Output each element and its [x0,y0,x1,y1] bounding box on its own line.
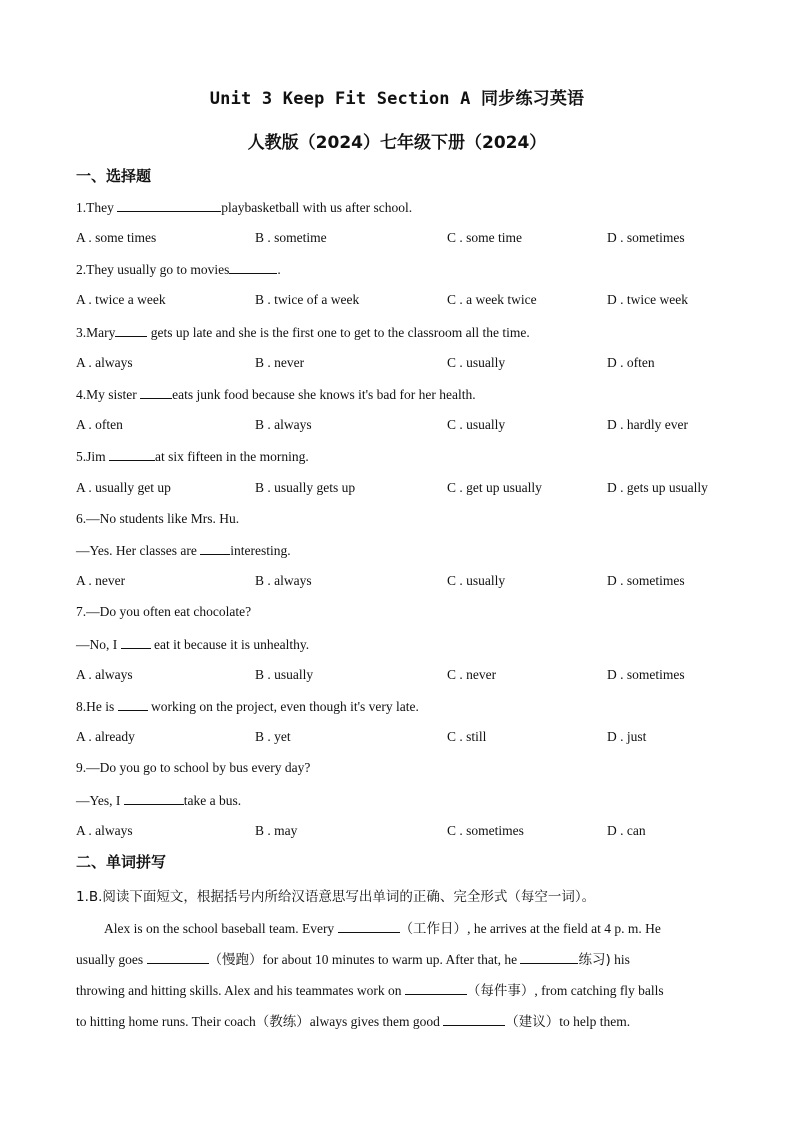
passage-text: , he arrives at the field at 4 p. m. He [467,921,661,936]
question-7-prompt: 7.—Do you often eat chocolate? [76,604,252,619]
option-a: A . some times [76,230,157,245]
chinese-hint: （每件事） [466,983,535,999]
option-d: D . hardly ever [607,417,688,432]
option-b: B . never [255,355,305,370]
option-c: C . a week twice [447,292,537,307]
passage-text: his [610,952,630,967]
option-b: B . always [255,417,312,432]
section-2-instruction: 1.B.阅读下面短文，根据括号内所给汉语意思写出单词的正确、完全形式（每空一词）。 [76,889,596,905]
question-2-stem [76,261,281,278]
option-b: B . usually gets up [255,480,356,495]
answer-blank [124,792,184,805]
question-6-stem [76,542,291,559]
answer-blank [115,324,147,337]
answer-blank [405,982,467,995]
option-a: A . always [76,823,133,838]
option-b: B . twice of a week [255,292,360,307]
passage-text: Alex is on the school baseball team. Every [104,921,338,936]
option-b: B . usually [255,667,314,682]
option-c: C . sometimes [447,823,524,838]
worksheet-subtitle: 人教版（2024）七年级下册（2024） [247,133,547,153]
option-b: B . always [255,573,312,588]
answer-blank [338,920,400,933]
option-a: A . often [76,417,123,432]
option-a: A . already [76,729,135,744]
answer-blank [117,199,221,212]
option-d: D . twice week [607,292,688,307]
option-c: C . some time [447,230,522,245]
passage-text: to help them. [559,1014,631,1029]
chinese-hint: 练习) [578,952,611,968]
option-d: D . often [607,355,655,370]
option-d: D . gets up usually [607,480,708,495]
option-d: D . sometimes [607,667,685,682]
passage-line-1 [104,917,661,937]
stem-text: 3.Mary [76,325,116,340]
option-c: C . still [447,729,487,744]
worksheet-title: Unit 3 Keep Fit Section A 同步练习英语 [209,89,585,109]
option-d: D . can [607,823,646,838]
option-b: B . sometime [255,230,327,245]
stem-text: eat it because it is unhealthy. [150,637,310,652]
stem-text: gets up late and she is the first one to get to the classroom all the time. [147,325,530,340]
question-9-prompt: 9.—Do you go to school by bus every day? [76,760,311,775]
stem-text: playbasketball with us after school. [221,200,413,215]
chinese-hint: （慢跑） [208,952,263,968]
question-5-stem [76,448,309,465]
stem-text: 8.He is [76,699,118,714]
question-9-stem [76,792,241,809]
option-d: D . just [607,729,647,744]
question-7-stem [76,636,309,653]
passage-text: throwing and hitting skills. Alex and his teammates work on [76,983,405,998]
answer-blank [140,386,172,399]
stem-text: —Yes. Her classes are [76,543,201,558]
option-c: C . usually [447,355,506,370]
option-d: D . sometimes [607,230,685,245]
answer-blank [200,542,230,555]
answer-blank [520,951,578,964]
section-heading-multiple-choice: 一、选择题 [76,167,152,185]
answer-blank [443,1013,505,1026]
chinese-hint: （工作日） [399,921,468,937]
stem-text: 1.They [76,200,118,215]
passage-text: usually goes [76,952,147,967]
passage-line-3 [76,979,664,999]
option-c: C . usually [447,417,506,432]
question-4-stem [76,386,476,403]
option-b: B . may [255,823,298,838]
passage-line-2 [76,948,630,968]
answer-blank [229,261,277,274]
passage-text: to hitting home runs. Their coach [76,1014,256,1029]
passage-text: for about 10 minutes to warm up. After that, he [262,952,521,967]
chinese-hint: （建议） [505,1014,560,1030]
stem-text: . [277,262,281,277]
option-c: C . usually [447,573,506,588]
stem-text: 5.Jim [76,449,110,464]
option-a: A . always [76,355,133,370]
question-3-stem [76,324,530,341]
stem-text: working on the project, even though it's very late. [147,699,419,714]
answer-blank [118,698,148,711]
option-a: A . usually get up [76,480,171,495]
stem-text: —Yes, I [76,793,124,808]
passage-text: always gives them good [309,1014,444,1029]
stem-text: —No, I [76,637,121,652]
chinese-hint: （教练） [255,1014,310,1030]
stem-text: eats junk food because she knows it's bad for her health. [172,387,476,402]
answer-blank [121,636,151,649]
option-c: C . never [447,667,497,682]
answer-blank [147,951,209,964]
option-a: A . never [76,573,126,588]
section-heading-word-spelling: 二、单词拼写 [76,853,167,871]
option-d: D . sometimes [607,573,685,588]
question-1-stem [76,199,412,216]
stem-text: 2.They usually go to movies [76,262,230,277]
passage-text: , from catching fly balls [534,983,664,998]
stem-text: at six fifteen in the morning. [155,449,309,464]
answer-blank [109,448,155,461]
option-a: A . always [76,667,133,682]
stem-text: 4.My sister [76,387,141,402]
option-a: A . twice a week [76,292,166,307]
stem-text: interesting. [230,543,291,558]
passage-line-4 [76,1010,630,1030]
option-b: B . yet [255,729,291,744]
question-8-stem [76,698,419,715]
stem-text: take a bus. [183,793,242,808]
question-6-prompt: 6.—No students like Mrs. Hu. [76,511,240,526]
option-c: C . get up usually [447,480,542,495]
